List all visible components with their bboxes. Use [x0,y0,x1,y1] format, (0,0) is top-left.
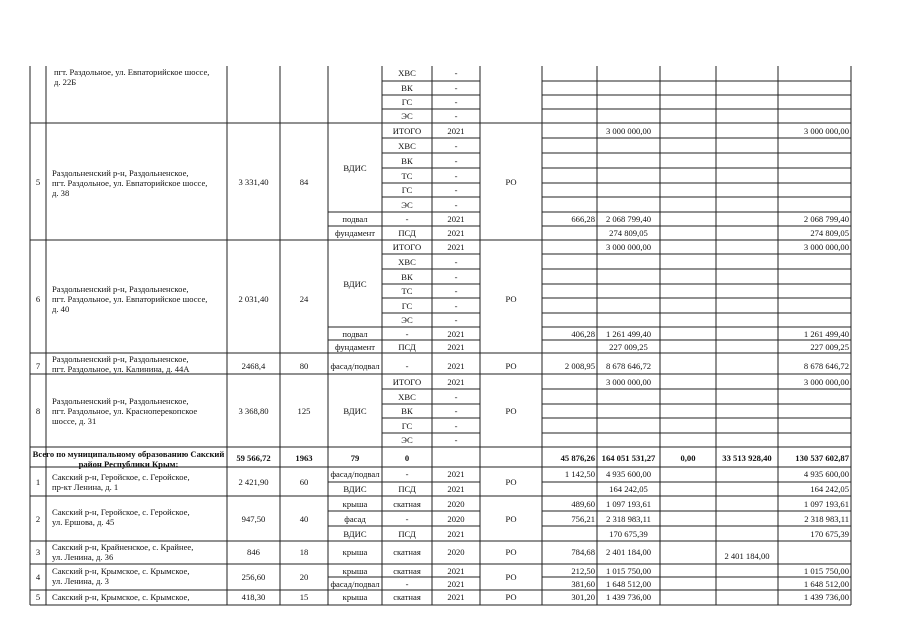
work-type: фундамент [334,228,376,238]
work-type: подвал [342,214,368,224]
cost-cell: 3 000 000,00 [605,126,652,136]
row-number: 1 [35,477,41,487]
area-cell: 784,68 [571,547,595,557]
cost-cell: 3 000 000,00 [605,242,652,252]
type-cell: скатная [393,499,421,509]
year-cell: 2021 [447,529,465,539]
residents-cell: 15 [299,592,309,602]
address-cell: Сакский р-н, Крымское, с. Крымское, ул. Ленина, д. 3 [52,566,190,586]
area-cell: 756,21 [571,514,595,524]
total-cell: 1 648 512,00 [803,579,849,589]
year-cell: 2021 [447,242,465,252]
system-label: ЭС [401,315,413,325]
type-cell: скатная [393,592,421,602]
system-label: ТС [401,171,413,181]
year-cell: 2021 [447,469,465,479]
system-label: ХВС [398,141,416,151]
system-label: ЭС [401,111,413,121]
method-cell: РО [505,177,517,187]
dash: - [405,469,409,479]
district-total-residents: 1963 [295,453,313,463]
dash: - [454,185,458,195]
total-cell: 4 935 600,00 [803,469,849,479]
cost-cell: 3 000 000,00 [605,377,652,387]
system-label: ГС [401,421,413,431]
cost-cell: 274 809,05 [609,228,648,238]
area-cell: 489,60 [571,499,595,509]
total-cell: 2 318 983,11 [804,514,849,524]
method-cell: РО [505,361,517,371]
method-cell: РО [505,294,517,304]
type-cell: ПСД [398,228,416,238]
dash: - [454,435,458,445]
total-cell: 1 261 499,40 [803,329,849,339]
year-cell: 2021 [447,377,465,387]
cost-cell: 4 935 600,00 [605,469,652,479]
residents-cell: 24 [299,294,309,304]
address-cell: Раздольненский р-н, Раздольненское, пгт. Раздольное, ул. Красноперекопское шоссе, д. 31 [52,396,198,426]
c2-cell: 2 401 184,00 [724,551,770,561]
address-cell: Раздольненский р-н, Раздольненское, пгт. Раздольное, ул. Калинина, д. 44А [52,354,190,374]
residents-cell: 18 [299,547,309,557]
total-cell: 1 015 750,00 [803,566,849,576]
work-type: крыша [342,499,368,509]
dash: - [405,361,409,371]
year-cell: 2021 [447,361,465,371]
work-type: ВДИС [343,279,367,289]
address-cell: Раздольненский р-н, Раздольненское, пгт. Раздольное, ул. Евпаторийское шоссе, д. 38 [52,168,208,198]
area-cell: 1 142,50 [564,469,595,479]
dash: - [454,257,458,267]
itogo-label: ИТОГО [392,242,422,252]
method-cell: РО [505,572,517,582]
work-type: крыша [342,592,368,602]
row-number: 3 [35,547,41,557]
area-cell: 3 368,80 [238,406,269,416]
cost-cell: 2 068 799,40 [605,214,652,224]
cost-cell: 170 675,39 [609,529,648,539]
district-total-count: 79 [350,453,360,463]
system-label: ВК [401,406,413,416]
work-type: крыша [342,547,368,557]
work-type: фасад [344,514,366,524]
dash: - [454,200,458,210]
cost-cell: 1 648 512,00 [605,579,652,589]
row-number: 6 [35,294,41,304]
year-cell: 2021 [447,126,465,136]
method-cell: РО [505,514,517,524]
system-label: ТС [401,286,413,296]
area-cell: 2468,4 [241,361,266,371]
system-label: ХВС [398,257,416,267]
dash: - [454,68,458,78]
cost-cell: 2 318 983,11 [606,514,651,524]
area-cell: 666,28 [571,214,595,224]
dash: - [454,156,458,166]
dash: - [454,97,458,107]
method-cell: РО [505,477,517,487]
cost-cell: 1 097 193,61 [605,499,652,509]
area-cell: 418,30 [241,592,266,602]
year-cell: 2021 [447,342,465,352]
dash: - [454,286,458,296]
year-cell: 2020 [447,514,465,524]
cost-cell: 8 678 646,72 [605,361,652,371]
year-cell: 2021 [447,592,465,602]
district-total-sum: 130 537 602,87 [795,453,849,463]
type-cell: ПСД [398,342,416,352]
total-cell: 274 809,05 [810,228,849,238]
dash: - [454,301,458,311]
district-total-c1: 0,00 [680,453,696,463]
system-label: ЭС [401,200,413,210]
dash: - [405,579,409,589]
total-cell: 1 097 193,61 [803,499,849,509]
area-cell: 381,60 [571,579,595,589]
address-cell: Сакский р-н, Геройское, с. Геройское, ул. Ершова, д. 45 [52,507,190,527]
work-type: ВДИС [343,163,367,173]
total-cell: 1 439 736,00 [803,592,849,602]
residents-cell: 60 [299,477,309,487]
work-type: фундамент [334,342,376,352]
type-cell: ПСД [398,484,416,494]
total-cell: 170 675,39 [810,529,849,539]
dash: - [405,514,409,524]
year-cell: 2020 [447,499,465,509]
cost-cell: 1 015 750,00 [605,566,652,576]
work-type: крыша [342,566,368,576]
work-type: фасад/подвал [330,579,380,589]
cost-cell: 1 439 736,00 [605,592,652,602]
residents-cell: 84 [299,177,309,187]
type-cell: скатная [393,547,421,557]
cost-cell: 1 261 499,40 [605,329,652,339]
row-number: 4 [35,572,41,582]
area-cell: 3 331,40 [238,177,269,187]
system-label: ЭС [401,435,413,445]
area-cell: 846 [247,547,260,557]
district-total-label: Всего по муниципальному образованию Сакский район Республики Крым: [32,449,225,469]
residents-cell: 80 [299,361,309,371]
address-cell: Сакский р-н, Геройское, с. Геройское, пр-кт Ленина, д. 1 [52,472,190,492]
dash: - [454,421,458,431]
year-cell: 2021 [447,329,465,339]
address-cell: Сакский р-н, Крайненское, с. Крайнее, ул. Ленина, д. 36 [52,542,194,562]
total-cell: 227 009,25 [810,342,849,352]
method-cell: РО [505,592,517,602]
district-total-zero: 0 [404,453,410,463]
method-cell: РО [505,547,517,557]
district-total-area2: 45 876,26 [560,453,595,463]
area-cell: 2 008,95 [564,361,595,371]
district-total-area: 59 566,72 [236,453,271,463]
dash: - [405,214,409,224]
year-cell: 2021 [447,214,465,224]
total-cell: 8 678 646,72 [803,361,849,371]
address-cell: Сакский р-н, Крымское, с. Крымское, [52,592,190,602]
dash: - [454,272,458,282]
area-cell: 212,50 [571,566,595,576]
row-number: 5 [35,177,41,187]
system-label: ГС [401,301,413,311]
dash: - [454,315,458,325]
residents-cell: 40 [299,514,309,524]
total-cell: 3 000 000,00 [803,242,849,252]
year-cell: 2020 [447,547,465,557]
dash: - [454,111,458,121]
area-cell: 301,20 [571,592,595,602]
area-cell: 256,60 [241,572,266,582]
row-number: 5 [35,592,41,602]
area-cell: 2 031,40 [238,294,269,304]
system-label: ХВС [398,68,416,78]
work-type: ВДИС [343,529,367,539]
itogo-label: ИТОГО [392,377,422,387]
dash: - [454,392,458,402]
area-cell: 406,28 [571,329,595,339]
total-cell: 3 000 000,00 [803,126,849,136]
work-type: подвал [342,329,368,339]
dash: - [454,141,458,151]
system-label: ВК [401,272,413,282]
cost-cell: 227 009,25 [609,342,648,352]
total-cell: 3 000 000,00 [803,377,849,387]
type-cell: ПСД [398,529,416,539]
work-type: фасад/подвал [330,361,380,371]
cost-cell: 164 242,05 [609,484,648,494]
work-type: ВДИС [343,484,367,494]
work-type: ВДИС [343,406,367,416]
year-cell: 2021 [447,579,465,589]
dash: - [454,171,458,181]
area-cell: 947,50 [241,514,266,524]
system-label: ХВС [398,392,416,402]
cost-cell: 2 401 184,00 [605,547,652,557]
year-cell: 2021 [447,566,465,576]
type-cell: скатная [393,566,421,576]
row-number: 2 [35,514,41,524]
method-cell: РО [505,406,517,416]
system-label: ВК [401,156,413,166]
residents-cell: 20 [299,572,309,582]
total-cell: 164 242,05 [810,484,849,494]
row-number: 7 [35,361,41,371]
system-label: ГС [401,185,413,195]
address-cell: Раздольненский р-н, Раздольненское, пгт. Раздольное, ул. Евпаторийское шоссе, д. 40 [52,284,208,314]
year-cell: 2021 [447,228,465,238]
district-total-c2: 33 513 928,40 [722,453,772,463]
total-cell: 2 068 799,40 [803,214,849,224]
itogo-label: ИТОГО [392,126,422,136]
address-cell: пгт. Раздольное, ул. Евпаторийское шоссе, д. 22Б [54,67,210,87]
dash: - [454,406,458,416]
system-label: ВК [401,83,413,93]
area-cell: 2 421,90 [238,477,269,487]
system-label: ГС [401,97,413,107]
dash: - [454,83,458,93]
year-cell: 2021 [447,484,465,494]
work-type: фасад/подвал [330,469,380,479]
residents-cell: 125 [297,406,311,416]
district-total-cost: 164 051 531,27 [601,453,656,463]
row-number: 8 [35,406,41,416]
dash: - [405,329,409,339]
